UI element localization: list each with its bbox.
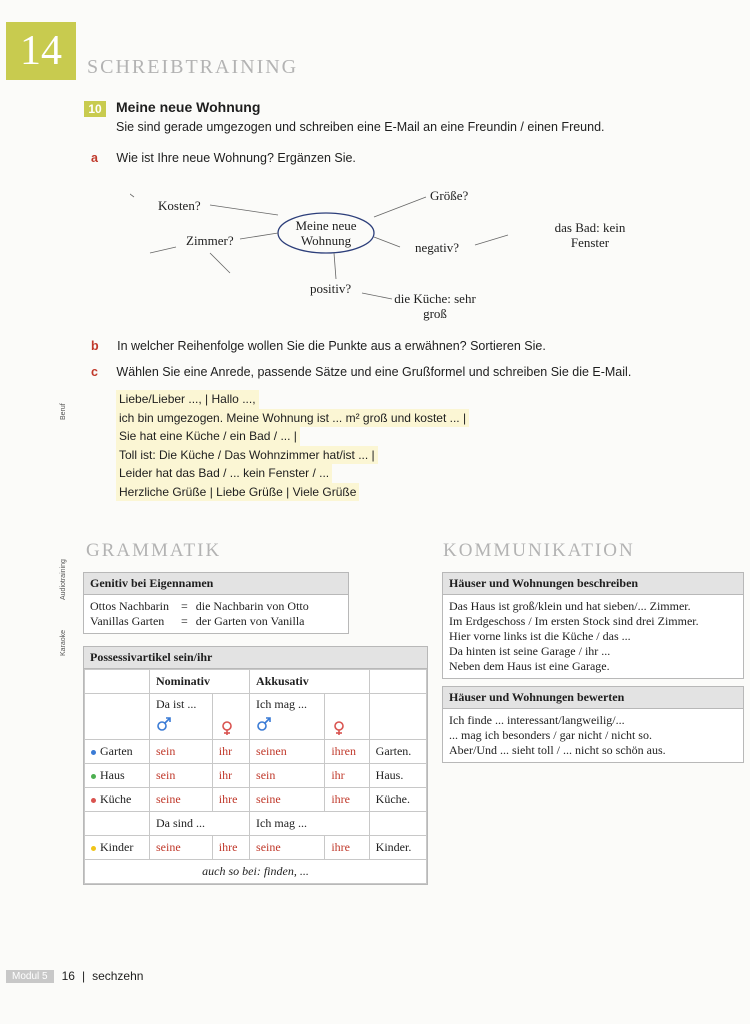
table-row [85, 740, 427, 764]
exercise-title: Meine neue Wohnung [116, 99, 261, 115]
side-label-beruf: Beruf [60, 403, 67, 420]
noun-cell: Kinder [85, 836, 150, 860]
mindmap-line [240, 233, 278, 239]
phrase-line: Hier vorne links ist die Küche / das ... [449, 629, 631, 643]
female-icon [331, 720, 347, 736]
table-cell: Kinder. [369, 836, 426, 860]
phrase-line: Liebe/Lieber ..., | Hallo ..., [116, 390, 259, 409]
phrase-line: Toll ist: Die Küche / Das Wohnzimmer hat/ist ... | [116, 446, 378, 465]
task-a [91, 149, 356, 167]
task-text: Wie ist Ihre neue Wohnung? Ergänzen Sie. [116, 151, 356, 165]
phrase-line: Ich finde ... interessant/langweilig/... [449, 713, 625, 727]
mindmap-line [334, 253, 336, 279]
footer-separator: | [81, 969, 86, 983]
kommunikation-box-bewerten [442, 686, 744, 763]
possessiv-table [84, 669, 427, 884]
plural-dot-icon [91, 846, 96, 851]
task-text: Wählen Sie eine Anrede, passende Sätze und eine Grußformel und schreiben Sie die E-Mail. [116, 365, 632, 379]
task-b [91, 337, 546, 355]
possessiv-box [83, 646, 428, 885]
female-icon [219, 720, 235, 736]
feminine-dot-icon [91, 798, 96, 803]
mindmap-center: Meine neue Wohnung [295, 218, 357, 248]
genitiv-cell: der Garten von Vanilla [195, 614, 305, 628]
table-cell: ihr [325, 764, 369, 788]
table-cell: Garten. [369, 740, 426, 764]
exercise-number: 10 [84, 101, 106, 117]
mindmap-node-kosten: Kosten? [158, 198, 201, 213]
genitiv-table [90, 599, 313, 629]
table-cell: ihren [325, 740, 369, 764]
table-cell: Haus. [369, 764, 426, 788]
noun-cell: Garten [85, 740, 150, 764]
ich-mag-plural-cell: Ich mag ... [250, 812, 370, 836]
masculine-dot-icon [91, 750, 96, 755]
mindmap-line [475, 235, 508, 245]
box-title: Häuser und Wohnungen beschreiben [443, 573, 743, 595]
phrase-line: Aber/Und ... sieht toll / ... nicht so schön aus. [449, 743, 666, 757]
table-cell [325, 694, 369, 740]
mindmap-line [210, 205, 278, 215]
table-cell: sein [150, 740, 213, 764]
mindmap-line [362, 293, 392, 299]
mindmap-node-negativ: negativ? [415, 240, 460, 255]
table-cell: seine [150, 836, 213, 860]
noun-cell: Haus [85, 764, 150, 788]
table-row [85, 788, 427, 812]
possessiv-title: Possessivartikel sein/ihr [84, 647, 427, 669]
genitiv-cell: Ottos Nachbarin [90, 599, 169, 613]
table-cell [369, 812, 426, 836]
table-cell: seine [150, 788, 213, 812]
task-letter: b [91, 339, 99, 353]
phrase-line: ... mag ich besonders / gar nicht / nicht so. [449, 728, 652, 742]
noun-cell: Küche [85, 788, 150, 812]
table-cell: ihre [212, 836, 249, 860]
modul-tag: Modul 5 [6, 970, 54, 983]
exercise-intro: Sie sind gerade umgezogen und schreiben eine E-Mail an eine Freundin / einen Freund. [116, 120, 605, 134]
chapter-number-badge: 14 [6, 22, 76, 80]
table-cell: sein [250, 764, 325, 788]
grammatik-heading: GRAMMATIK [86, 540, 222, 561]
phrase-line: Neben dem Haus ist eine Garage. [449, 659, 610, 673]
da-ist-cell [150, 694, 213, 740]
genitiv-cell: = [180, 599, 188, 613]
ich-mag-label: Ich mag ... [256, 697, 308, 711]
table-cell: sein [150, 764, 213, 788]
phrase-line: Da hinten ist seine Garage / ihr ... [449, 644, 611, 658]
phrase-line: ich bin umgezogen. Meine Wohnung ist ... m² groß und kostet ... | [116, 409, 469, 428]
task-letter: a [91, 151, 98, 165]
table-cell: ihre [325, 836, 369, 860]
mindmap-line [210, 253, 230, 273]
genitiv-cell: die Nachbarin von Otto [195, 599, 309, 613]
mindmap-node-kueche: die Küche: sehr groß [394, 291, 476, 321]
table-row [85, 836, 427, 860]
genitiv-cell: = [180, 614, 188, 628]
genitiv-box [83, 572, 349, 634]
table-cell [212, 694, 249, 740]
table-cell: ihre [325, 788, 369, 812]
mindmap-node-bad: das Bad: kein Fenster [554, 220, 626, 250]
genitiv-cell: Vanillas Garten [90, 614, 165, 628]
possessiv-footnote: auch so bei: finden, ... [85, 860, 427, 884]
phrase-line: Leider hat das Bad / ... kein Fenster / ... [116, 464, 332, 483]
mindmap-node-positiv: positiv? [310, 281, 352, 296]
male-icon [256, 716, 272, 732]
neuter-dot-icon [91, 774, 96, 779]
section-title: SCHREIBTRAINING [87, 56, 299, 78]
task-text: In welcher Reihenfolge wollen Sie die Punkte aus a erwähnen? Sortieren Sie. [117, 339, 546, 353]
da-sind-cell: Da sind ... [150, 812, 250, 836]
da-ist-label: Da ist ... [156, 697, 197, 711]
mindmap-node-zimmer: Zimmer? [186, 233, 234, 248]
mindmap-line [374, 197, 426, 217]
ich-mag-cell [250, 694, 325, 740]
side-label-audiotraining: Audiotraining [60, 559, 67, 600]
phrase-line: Herzliche Grüße | Liebe Grüße | Viele Grüße [116, 483, 359, 502]
genitiv-title: Genitiv bei Eigennamen [84, 573, 348, 595]
phrase-line: Das Haus ist groß/klein und hat sieben/... Zimmer. [449, 599, 691, 613]
table-cell: ihr [212, 740, 249, 764]
table-cell: ihre [212, 788, 249, 812]
col-akkusativ: Akkusativ [250, 670, 370, 694]
mindmap [130, 175, 670, 335]
mindmap-node-groesse: Größe? [430, 188, 469, 203]
table-row [85, 764, 427, 788]
table-cell: seine [250, 788, 325, 812]
page-number-word: sechzehn [92, 969, 144, 983]
mindmap-line [374, 237, 400, 247]
table-cell: seine [250, 836, 325, 860]
task-letter: c [91, 365, 98, 379]
phrase-line: Im Erdgeschoss / Im ersten Stock sind drei Zimmer. [449, 614, 699, 628]
mindmap-line [150, 247, 176, 253]
kommunikation-box-beschreiben [442, 572, 744, 679]
table-cell: ihr [212, 764, 249, 788]
phrase-list [116, 390, 469, 501]
page-number: 16 [61, 969, 75, 983]
kommunikation-heading: KOMMUNIKATION [443, 540, 635, 561]
table-cell: Küche. [369, 788, 426, 812]
page-footer [6, 969, 143, 983]
table-cell [85, 812, 150, 836]
side-label-karaoke: Karaoke [60, 629, 67, 656]
mindmap-line [130, 185, 134, 197]
table-cell: seinen [250, 740, 325, 764]
phrase-line: Sie hat eine Küche / ein Bad / ... | [116, 427, 300, 446]
table-cell [369, 670, 426, 694]
col-nominativ: Nominativ [150, 670, 250, 694]
task-c [91, 363, 631, 381]
table-cell [85, 694, 150, 740]
table-cell [85, 670, 150, 694]
male-icon [156, 716, 172, 732]
box-title: Häuser und Wohnungen bewerten [443, 687, 743, 709]
table-cell [369, 694, 426, 740]
